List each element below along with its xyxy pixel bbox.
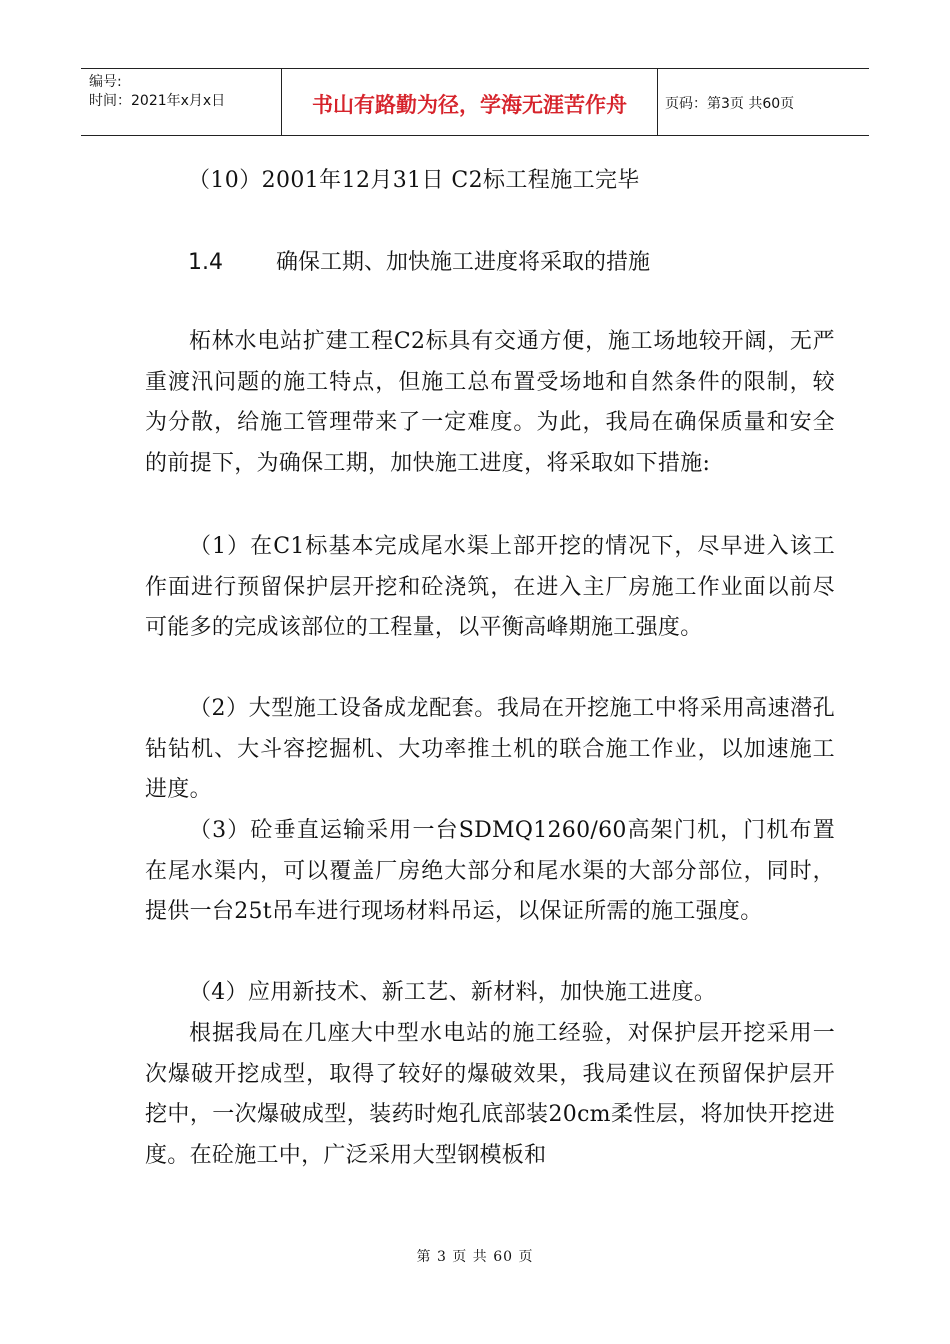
- paragraph-measure-1: （1）在C1标基本完成尾水渠上部开挖的情况下，尽早进入该工作面进行预留保护层开挖和砼浇筑，在进入主厂房施工作业面以前尽可能多的完成该部位的工程量，以平衡高峰期施工强度。: [145, 534, 835, 640]
- section-title: 确保工期、加快施工进度将采取的措施: [276, 250, 651, 275]
- paragraph-measure-3: （3）砼垂直运输采用一台SDMQ1260/60高架门机，门机布置在尾水渠内，可以覆盖厂房绝大部分和尾水渠的大部分部位，同时，提供一台25t吊车进行现场材料吊运，以保证所需的施工强度。: [145, 818, 835, 924]
- paragraph-intro: 柘林水电站扩建工程C2标具有交通方便，施工场地较开阔，无严重渡汛问题的施工特点，但施工总布置受场地和自然条件的限制，较为分散，给施工管理带来了一定难度。为此，我局在确保质量和安全的前提下，为确保工期，加快施工进度，将采取如下措施:: [145, 329, 835, 476]
- header-motto: 书山有路勤为径，学海无涯苦作舟: [312, 93, 627, 117]
- header-page-label: 页码：第3页 共60页: [665, 96, 795, 112]
- paragraph-measure-4: （4）应用新技术、新工艺、新材料，加快施工进度。: [189, 980, 717, 1005]
- section-number: 1.4: [188, 250, 223, 275]
- section-heading: [188, 245, 650, 276]
- item-10-line: （10）2001年12月31日 C2标工程施工完毕: [188, 168, 640, 193]
- header-page-cell: [658, 69, 869, 135]
- document-number-label: 编号:: [89, 74, 122, 90]
- document-time-label: 时间：2021年x月x日: [89, 93, 226, 109]
- paragraph-measure-2: （2）大型施工设备成龙配套。我局在开挖施工中将采用高速潜孔钻钻机、大斗容挖掘机、大功率推土机的联合施工作业，以加速施工进度。: [145, 696, 835, 802]
- page-footer: 第 3 页 共 60 页: [416, 1249, 534, 1265]
- paragraph-experience: 根据我局在几座大中型水电站的施工经验，对保护层开挖采用一次爆破开挖成型，取得了较好的爆破效果，我局建议在预留保护层开挖中，一次爆破成型，装药时炮孔底部装20cm柔性层，将加快开挖进度。在砼施工中，广泛采用大型钢模板和: [145, 1021, 835, 1168]
- header-motto-cell: [282, 69, 658, 135]
- document-header: [81, 68, 869, 136]
- header-meta-cell: [81, 69, 282, 135]
